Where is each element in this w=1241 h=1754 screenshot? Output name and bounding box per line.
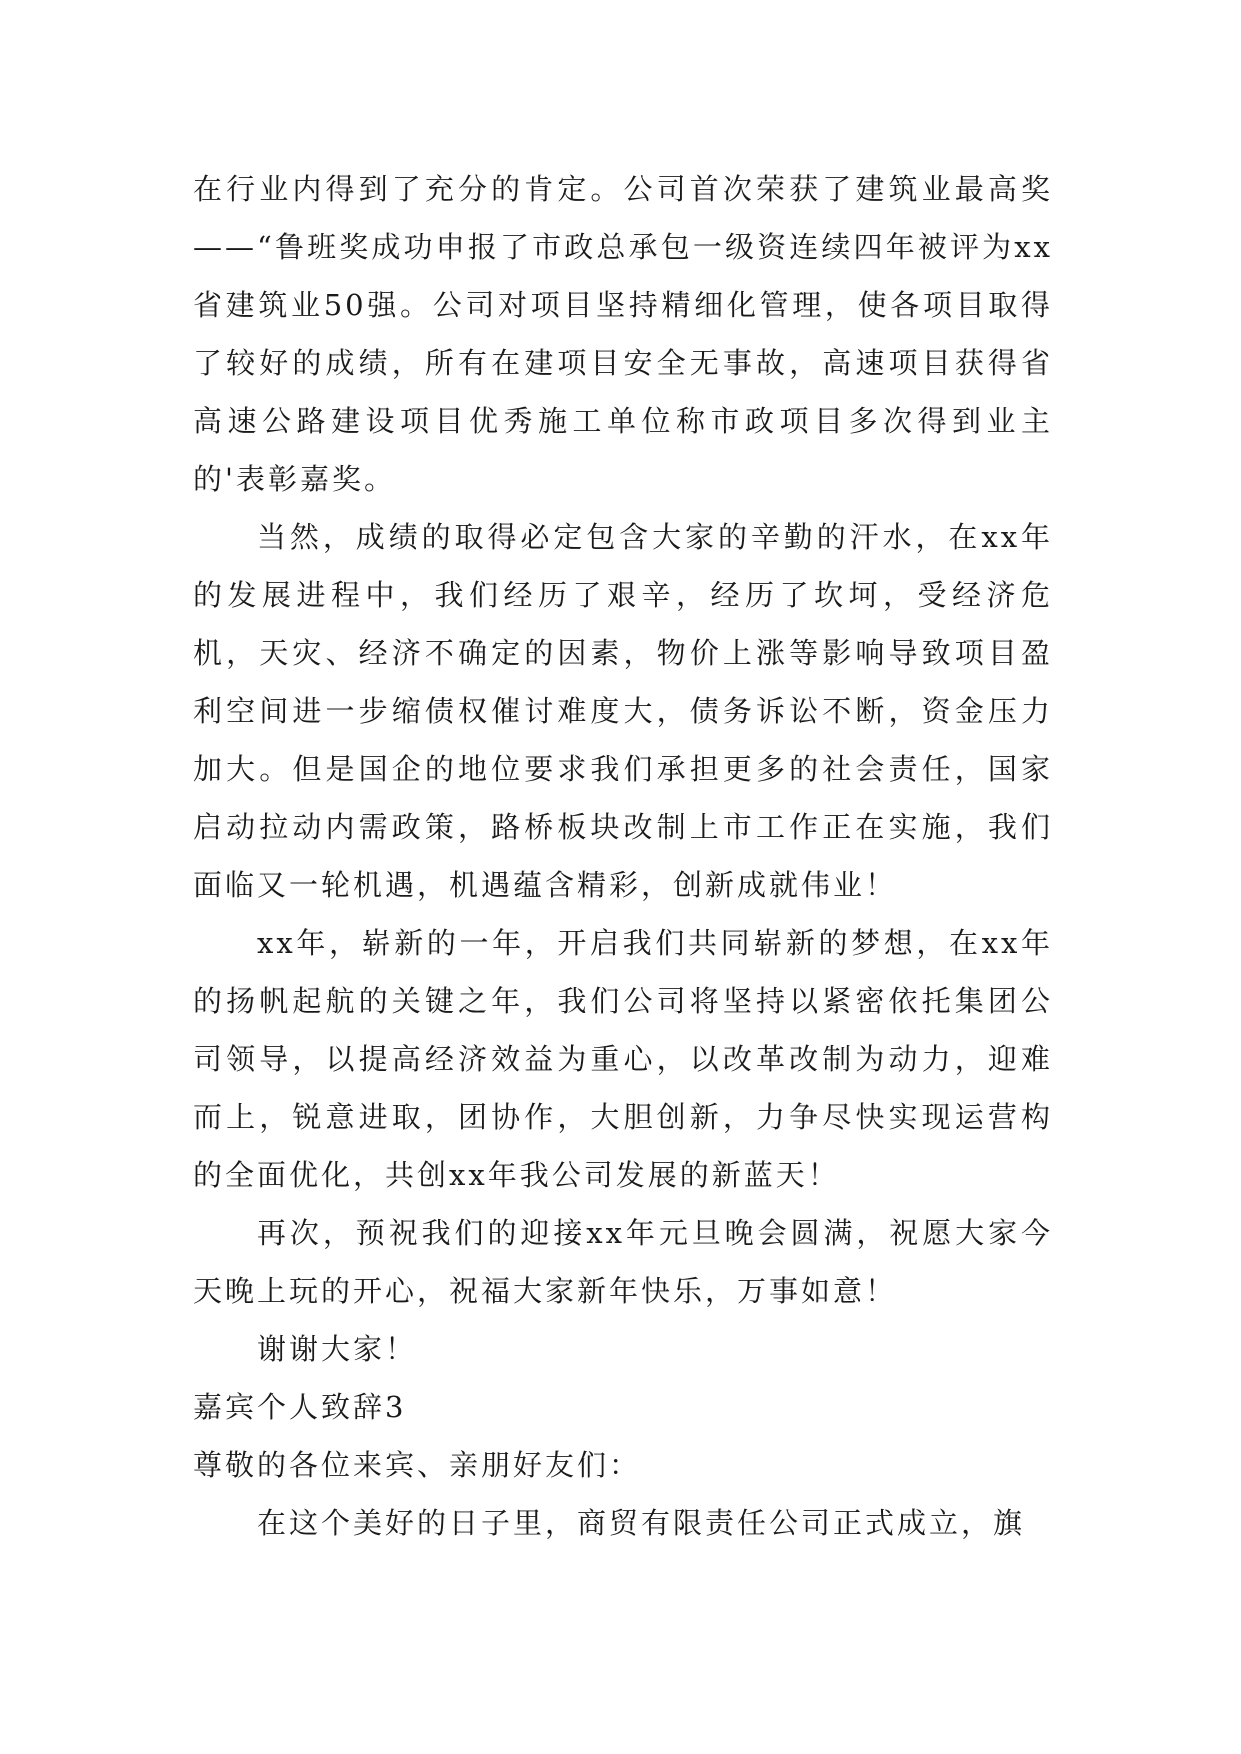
section-title: 嘉宾个人致辞3 bbox=[193, 1390, 407, 1424]
paragraph-wishes: 再次，预祝我们的迎接xx年元旦晚会圆满，祝愿大家今天晚上玩的开心，祝福大家新年快乐，万事如意！ bbox=[193, 1216, 1053, 1308]
salutation: 尊敬的各位来宾、亲朋好友们： bbox=[193, 1448, 642, 1482]
paragraph-thanks: 谢谢大家！ bbox=[257, 1332, 418, 1366]
paragraph-new-year-goals: xx年，崭新的一年，开启我们共同崭新的梦想，在xx年的扬帆起航的关键之年，我们公司将坚持以紧密依托集团公司领导，以提高经济效益为重心，以改革改制为动力，迎难而上，锐意进取，团协作，大胆创新，力争尽快实现运营构的全面优化，共创xx年我公司发展的新蓝天！ bbox=[193, 926, 1053, 1192]
paragraph-opening: 在这个美好的日子里，商贸有限责任公司正式成立，旗 bbox=[257, 1506, 1026, 1540]
document-body bbox=[193, 160, 1053, 1552]
paragraph-achievements: 在行业内得到了充分的肯定。公司首次荣获了建筑业最高奖——“鲁班奖成功申报了市政总承包一级资连续四年被评为xx省建筑业50强。公司对项目坚持精细化管理，使各项目取得了较好的成绩，所有在建项目安全无事故，高速项目获得省高速公路建设项目优秀施工单位称市政项目多次得到业主的'表彰嘉奖。 bbox=[193, 172, 1053, 496]
paragraph-hardships: 当然，成绩的取得必定包含大家的辛勤的汗水，在xx年的发展进程中，我们经历了艰辛，经历了坎坷，受经济危机，天灾、经济不确定的因素，物价上涨等影响导致项目盈利空间进一步缩债权催讨难度大，债务诉讼不断，资金压力加大。但是国企的地位要求我们承担更多的社会责任，国家启动拉动内需政策，路桥板块改制上市工作正在实施，我们面临又一轮机遇，机遇蕴含精彩，创新成就伟业！ bbox=[193, 520, 1053, 902]
